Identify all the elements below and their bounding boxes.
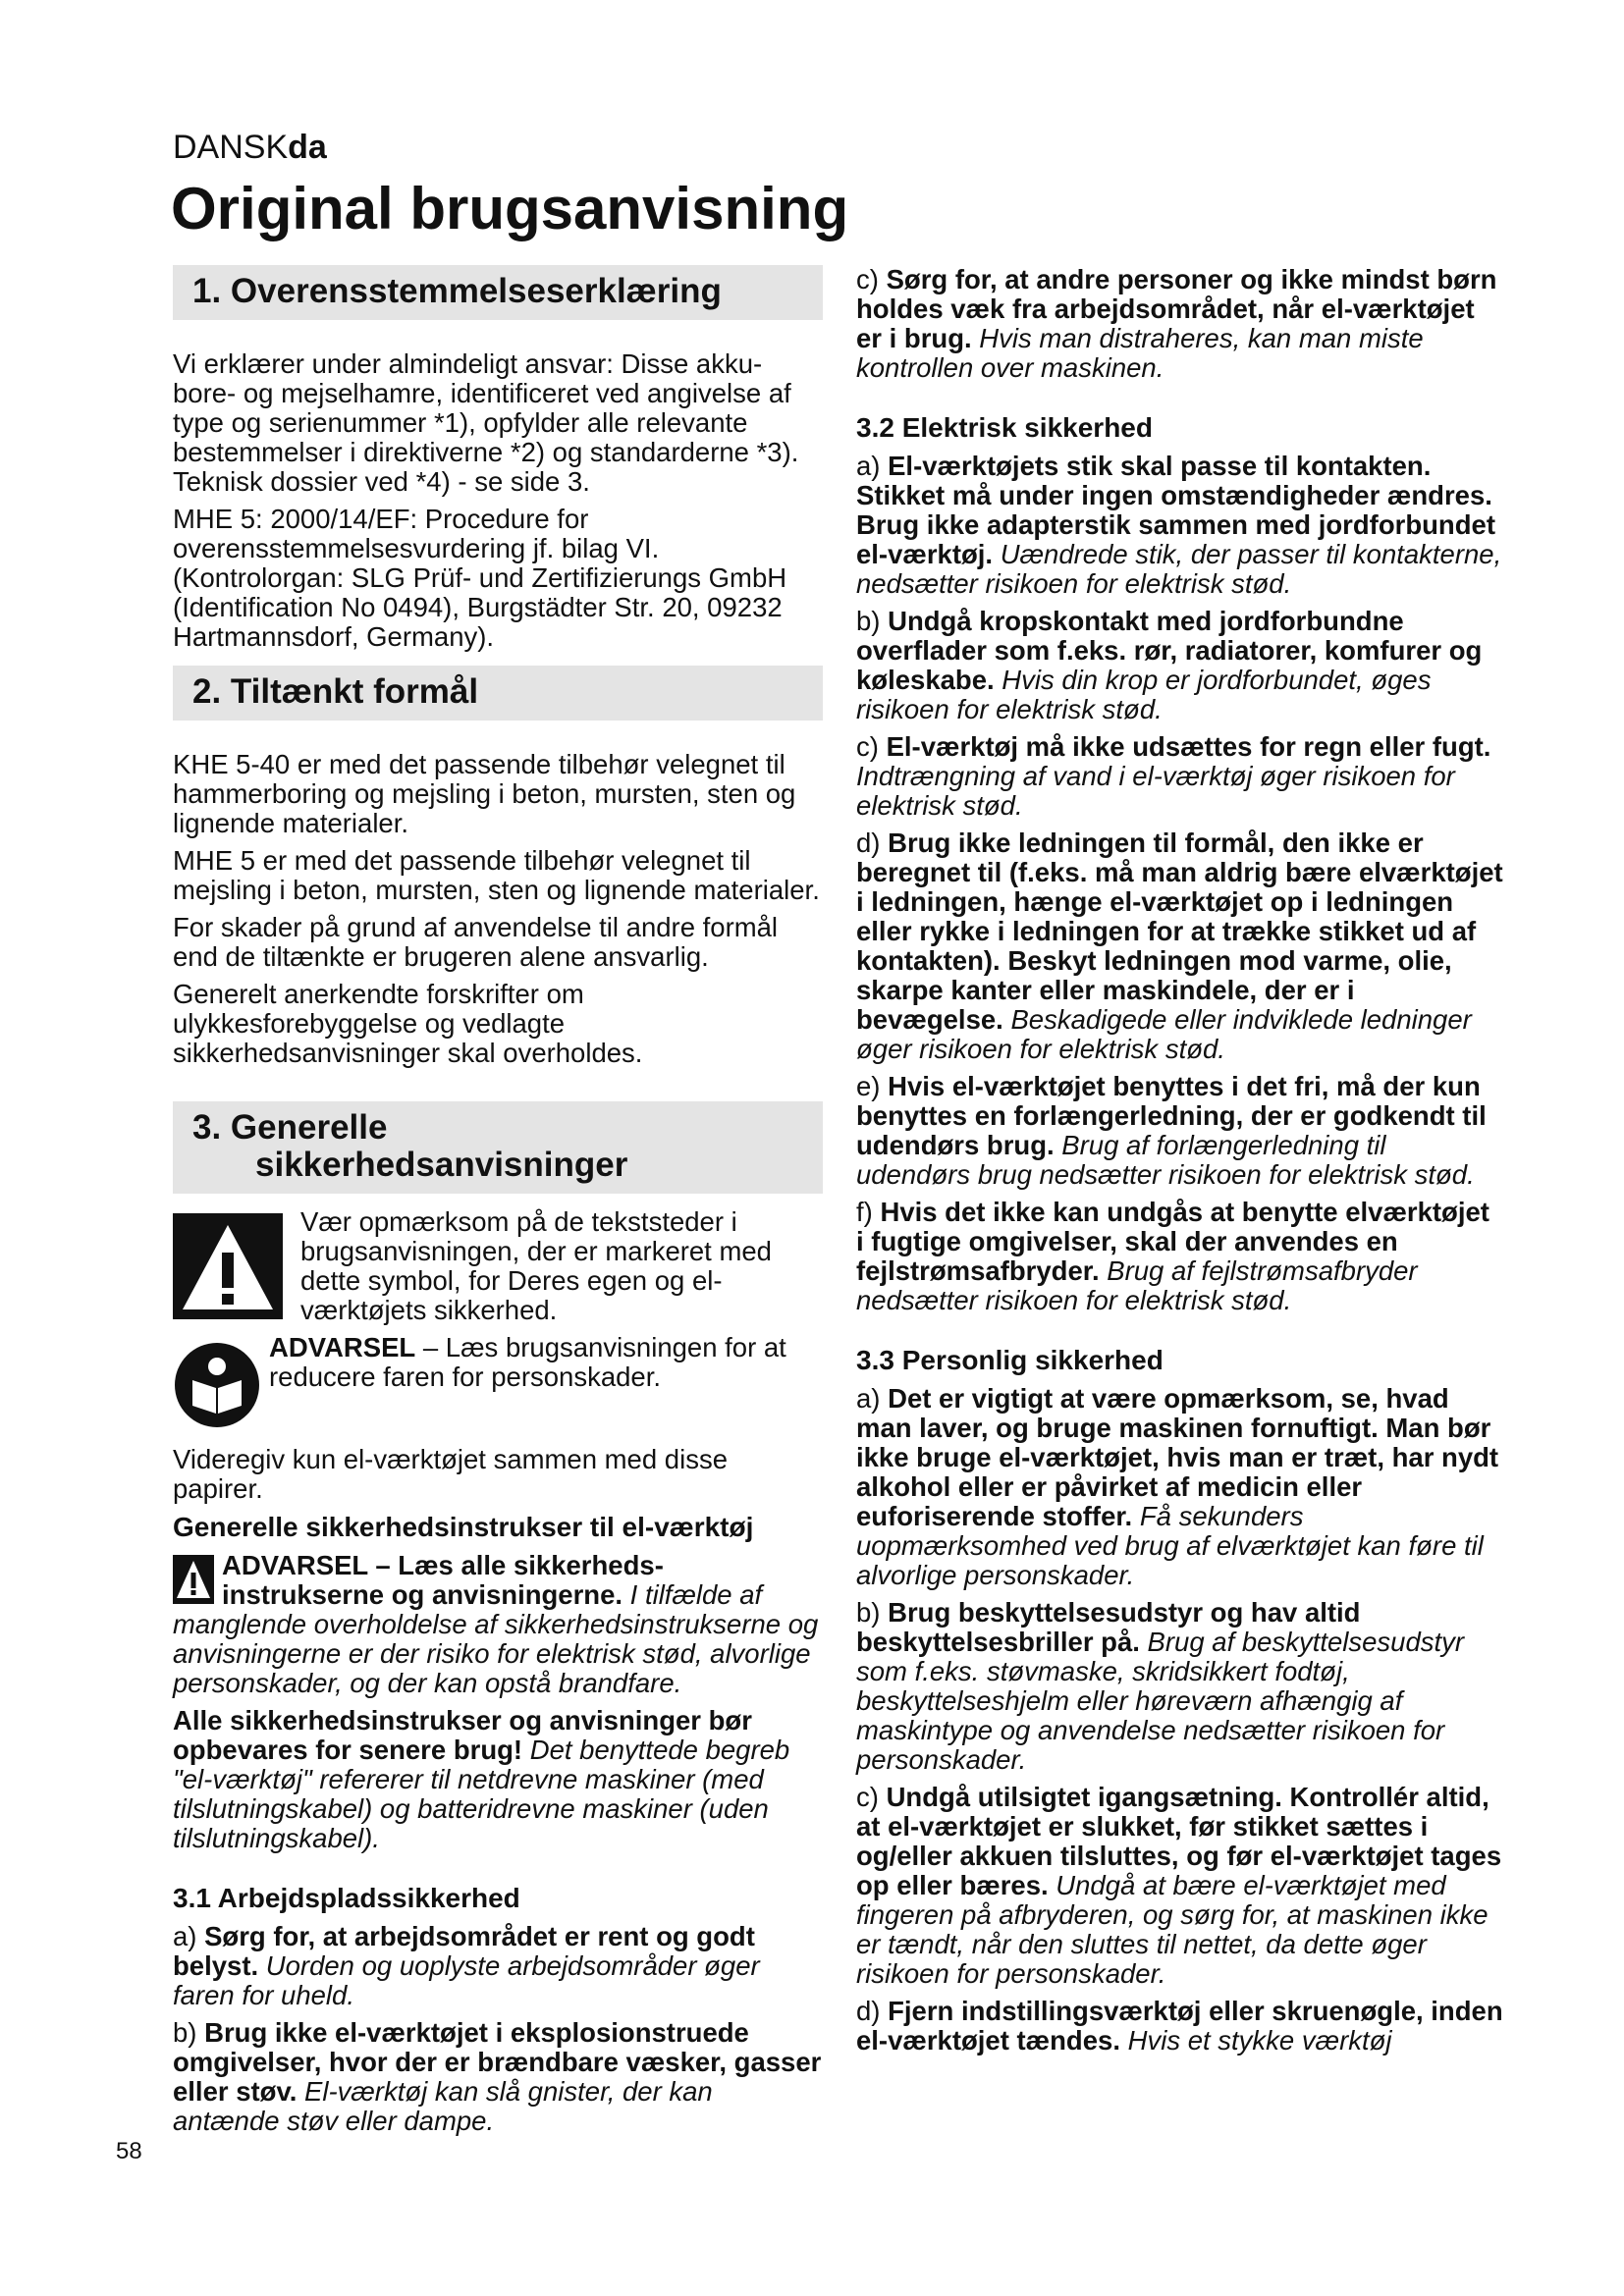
section-3-heading xyxy=(173,1101,823,1194)
item-bold: Hvis det ikke kan undgås at benytte elværktøjet i fugtige omgivelser, skal der anvendes en fejlstrømsafbryder. xyxy=(856,1197,1489,1286)
warning-text: – Læs brugsanvisningen for at reducere faren for personskader. xyxy=(269,1332,786,1392)
item-prefix: b) xyxy=(856,1597,889,1628)
item-prefix: b) xyxy=(856,606,889,636)
item-italic: El-værktøj kan slå gnister, der kan antænde støv eller dampe. xyxy=(173,2076,713,2136)
read-manual-warning-text xyxy=(269,1333,823,1392)
language-name: DANSK xyxy=(173,129,289,166)
pass-on-paragraph: Videregiv kun el-værktøjet sammen med disse papirer. xyxy=(173,1444,728,1504)
language-code: da xyxy=(288,129,327,166)
item-prefix: d) xyxy=(856,1996,889,2026)
symbol-note-text: Vær opmærksom på de tekststeder i brugsanvisningen, der er markeret med dette symbol, for Deres egen og el-værktøjets sikkerhed. xyxy=(300,1206,772,1325)
item-prefix: e) xyxy=(856,1071,889,1101)
item-prefix: c) xyxy=(856,1782,887,1812)
item-bold: Hvis el-værktøjet benyttes i det fri, må der kun benyttes en forlængerledning, der er godkendt til udendørs brug. xyxy=(856,1071,1487,1160)
read-manual-icon xyxy=(173,1341,261,1429)
page-number: 58 xyxy=(116,2138,142,2164)
item-prefix: c) xyxy=(856,731,887,762)
liability-paragraph: For skader på grund af anvendelse til andre formål end de tiltænkte er brugeren alene ansvarlig. xyxy=(173,912,779,972)
right-column xyxy=(856,265,1504,2056)
left-column xyxy=(173,265,823,2136)
workplace-safety-heading: 3.1 Arbejdspladssikkerhed xyxy=(173,1883,520,1913)
workplace-item-b xyxy=(173,2018,823,2136)
workplace-item-a xyxy=(173,1922,823,2010)
warning-label: ADVARSEL xyxy=(269,1332,416,1362)
symbol-note-row xyxy=(173,1207,823,1325)
general-warning-bold: ADVARSEL – Læs alle sikkerheds-instrukserne og anvisningerne. xyxy=(222,1550,664,1610)
item-bold: Undgå kropskontakt med jordforbundne overflader som f.eks. rør, radiatorer, komfurer og køleskabe. xyxy=(856,606,1483,695)
section-2-heading: 2. Tiltænkt formål xyxy=(173,666,823,721)
item-prefix: a) xyxy=(856,1383,889,1414)
item-italic: Hvis et stykke værktøj xyxy=(1119,2025,1392,2056)
personal-item-b xyxy=(856,1598,1504,1775)
mhe5-procedure-paragraph: MHE 5: 2000/14/EF: Procedure for overensstemmelsesvurdering jf. bilag VI. (Kontrolorgan: SLG Prüf- und Zertifizierungs GmbH (Identification No 0494), Burgstädter Str. 20, 09232 Hartmannsdorf, Germany). xyxy=(173,504,787,652)
language-label xyxy=(173,128,327,167)
item-prefix: b) xyxy=(173,2017,205,2048)
electrical-item-b xyxy=(856,607,1504,724)
item-bold: El-værktøjets stik skal passe til kontakten. Stikket må under ingen omstændigheder ændres. Brug ikke adapterstik sammen med jordforbundet el-værktøj. xyxy=(856,451,1495,569)
keep-instructions-italic: Det benyttede begreb "el-værktøj" refererer til netdrevne maskiner (med tilslutningskabel) og batteridrevne maskiner (uden tilslutningskabel). xyxy=(173,1735,790,1853)
personal-item-c xyxy=(856,1783,1504,1989)
item-italic: Undgå at bære el-værktøjet med fingeren på afbryderen, og sørg for, at maskinen ikke er tændt, når den sluttes til nettet, da dette øger risikoen for personskader. xyxy=(856,1870,1489,1989)
item-bold: Fjern indstillingsværktøj eller skruenøgle, inden el-værktøjet tændes. xyxy=(856,1996,1503,2056)
electrical-item-e xyxy=(856,1072,1504,1190)
general-instructions-heading: Generelle sikkerhedsinstrukser til el-værktøj xyxy=(173,1512,754,1542)
item-italic: Brug af forlængerledning til udendørs brug nedsætter risikoen for elektrisk stød. xyxy=(856,1130,1475,1190)
item-prefix: a) xyxy=(173,1921,205,1951)
item-italic: Hvis man distraheres, kan man miste kontrollen over maskinen. xyxy=(856,323,1424,383)
item-prefix: d) xyxy=(856,828,889,858)
item-bold: Sørg for, at andre personer og ikke mindst børn holdes væk fra arbejdsområdet, når el-værktøjet er i brug. xyxy=(856,264,1497,353)
item-bold: El-værktøj må ikke udsættes for regn eller fugt. xyxy=(886,731,1491,762)
personal-item-a xyxy=(856,1384,1504,1590)
item-italic: Indtrængning af vand i el-værktøj øger risikoen for elektrisk stød. xyxy=(856,761,1455,821)
electrical-item-c xyxy=(856,732,1504,821)
electrical-item-a xyxy=(856,452,1504,599)
item-italic: Hvis din krop er jordforbundet, øges risikoen for elektrisk stød. xyxy=(856,665,1432,724)
general-warning-italic: I tilfælde af manglende overholdelse af sikkerhedsinstrukserne og anvisningerne er der risiko for elektrisk stød, alvorlige personskader, og der kan opstå brandfare. xyxy=(173,1579,819,1698)
intended-use-khe-paragraph: KHE 5-40 er med det passende tilbehør velegnet til hammerboring og mejsling i beton, mursten, sten og lignende materialer. xyxy=(173,749,796,838)
item-bold: Brug beskyttelsesudstyr og hav altid beskyttelsesbriller på. xyxy=(856,1597,1361,1657)
item-italic: Beskadigede eller indviklede ledninger øger risikoen for elektrisk stød. xyxy=(856,1004,1472,1064)
electrical-safety-heading: 3.2 Elektrisk sikkerhed xyxy=(856,412,1153,443)
item-italic: Brug af beskyttelsesudstyr som f.eks. støvmaske, skridsikkert fodtøj, beskyttelseshjelm eller høreværn afhængig af maskintype og anvendelse nedsætter risikoen for personskader. xyxy=(856,1627,1465,1775)
keep-instructions-bold: Alle sikkerhedsinstrukser og anvisninger bør opbevares for senere brug! xyxy=(173,1705,752,1765)
keep-instructions-paragraph xyxy=(173,1706,823,1853)
section-3-heading-line1: 3. Generelle xyxy=(192,1108,388,1147)
document-title: Original brugsanvisning xyxy=(171,176,849,241)
item-bold: Brug ikke ledningen til formål, den ikke er beregnet til (f.eks. må man aldrig bære elværktøjet i ledningen, hænge el-værktøjet op i ledningen eller rykke i ledningen for at trække stikket ud af kontakten). Beskyt ledningen mod varme, olie, skarpe kanter eller maskindele, der er i bevægelse. xyxy=(856,828,1503,1035)
personal-item-d xyxy=(856,1997,1504,2056)
general-warning-paragraph xyxy=(173,1551,823,1698)
item-bold: Det er vigtigt at være opmærksom, se, hvad man laver, og bruge maskinen fornuftigt. Man bør ikke bruge el-værktøjet, hvis man er træt, har nydt alkohol eller er påvirket af medicin eller euforiserende stoffer. xyxy=(856,1383,1499,1531)
electrical-item-d xyxy=(856,828,1504,1064)
item-prefix: c) xyxy=(856,264,887,294)
item-prefix: f) xyxy=(856,1197,881,1227)
item-italic: Uændrede stik, der passer til kontakterne, nedsætter risikoen for elektrisk stød. xyxy=(856,539,1502,599)
item-prefix: a) xyxy=(856,451,889,481)
item-italic: Få sekunders uopmærksomhed ved brug af elværktøjet kan føre til alvorlige personskader. xyxy=(856,1501,1484,1590)
item-italic: Brug af fejlstrømsafbryder nedsætter risikoen for elektrisk stød. xyxy=(856,1255,1418,1315)
electrical-item-f xyxy=(856,1198,1504,1315)
item-bold: Sørg for, at arbejdsområdet er rent og godt belyst. xyxy=(173,1921,755,1981)
personal-safety-heading: 3.3 Personlig sikkerhed xyxy=(856,1345,1164,1375)
regulations-paragraph: Generelt anerkendte forskrifter om ulykkesforebyggelse og vedlagte sikkerhedsanvisninger skal overholdes. xyxy=(173,979,643,1068)
read-manual-warning-row xyxy=(173,1333,823,1431)
item-bold: Undgå utilsigtet igangsætning. Kontrollér altid, at el-værktøjet er slukket, før stikket sættes i og/eller akkuen tilsluttes, og før el-værktøjet tages op eller bæres. xyxy=(856,1782,1502,1900)
declaration-paragraph: Vi erklærer under almindeligt ansvar: Disse akku-bore- og mejselhamre, identificeret ved angivelse af type og serienummer *1), opfylder alle relevante bestemmelser i direktiverne *2) og standarderne *3). Teknisk dossier ved *4) - se side 3. xyxy=(173,348,799,497)
section-1-heading: 1. Overensstemmelseserklæring xyxy=(173,265,823,320)
item-italic: Uorden og uoplyste arbejdsområder øger faren for uheld. xyxy=(173,1950,760,2010)
item-bold: Brug ikke el-værktøjet i eksplosionstruede omgivelser, hvor der er brændbare væsker, gasser eller støv. xyxy=(173,2017,822,2107)
section-3-heading-line2: sikkerhedsanvisninger xyxy=(255,1146,628,1184)
workplace-item-c xyxy=(856,265,1504,383)
warning-triangle-icon xyxy=(173,1213,283,1319)
small-warning-triangle-icon xyxy=(173,1555,214,1604)
intended-use-mhe-paragraph: MHE 5 er med det passende tilbehør velegnet til mejsling i beton, mursten, sten og lignende materialer. xyxy=(173,845,820,905)
